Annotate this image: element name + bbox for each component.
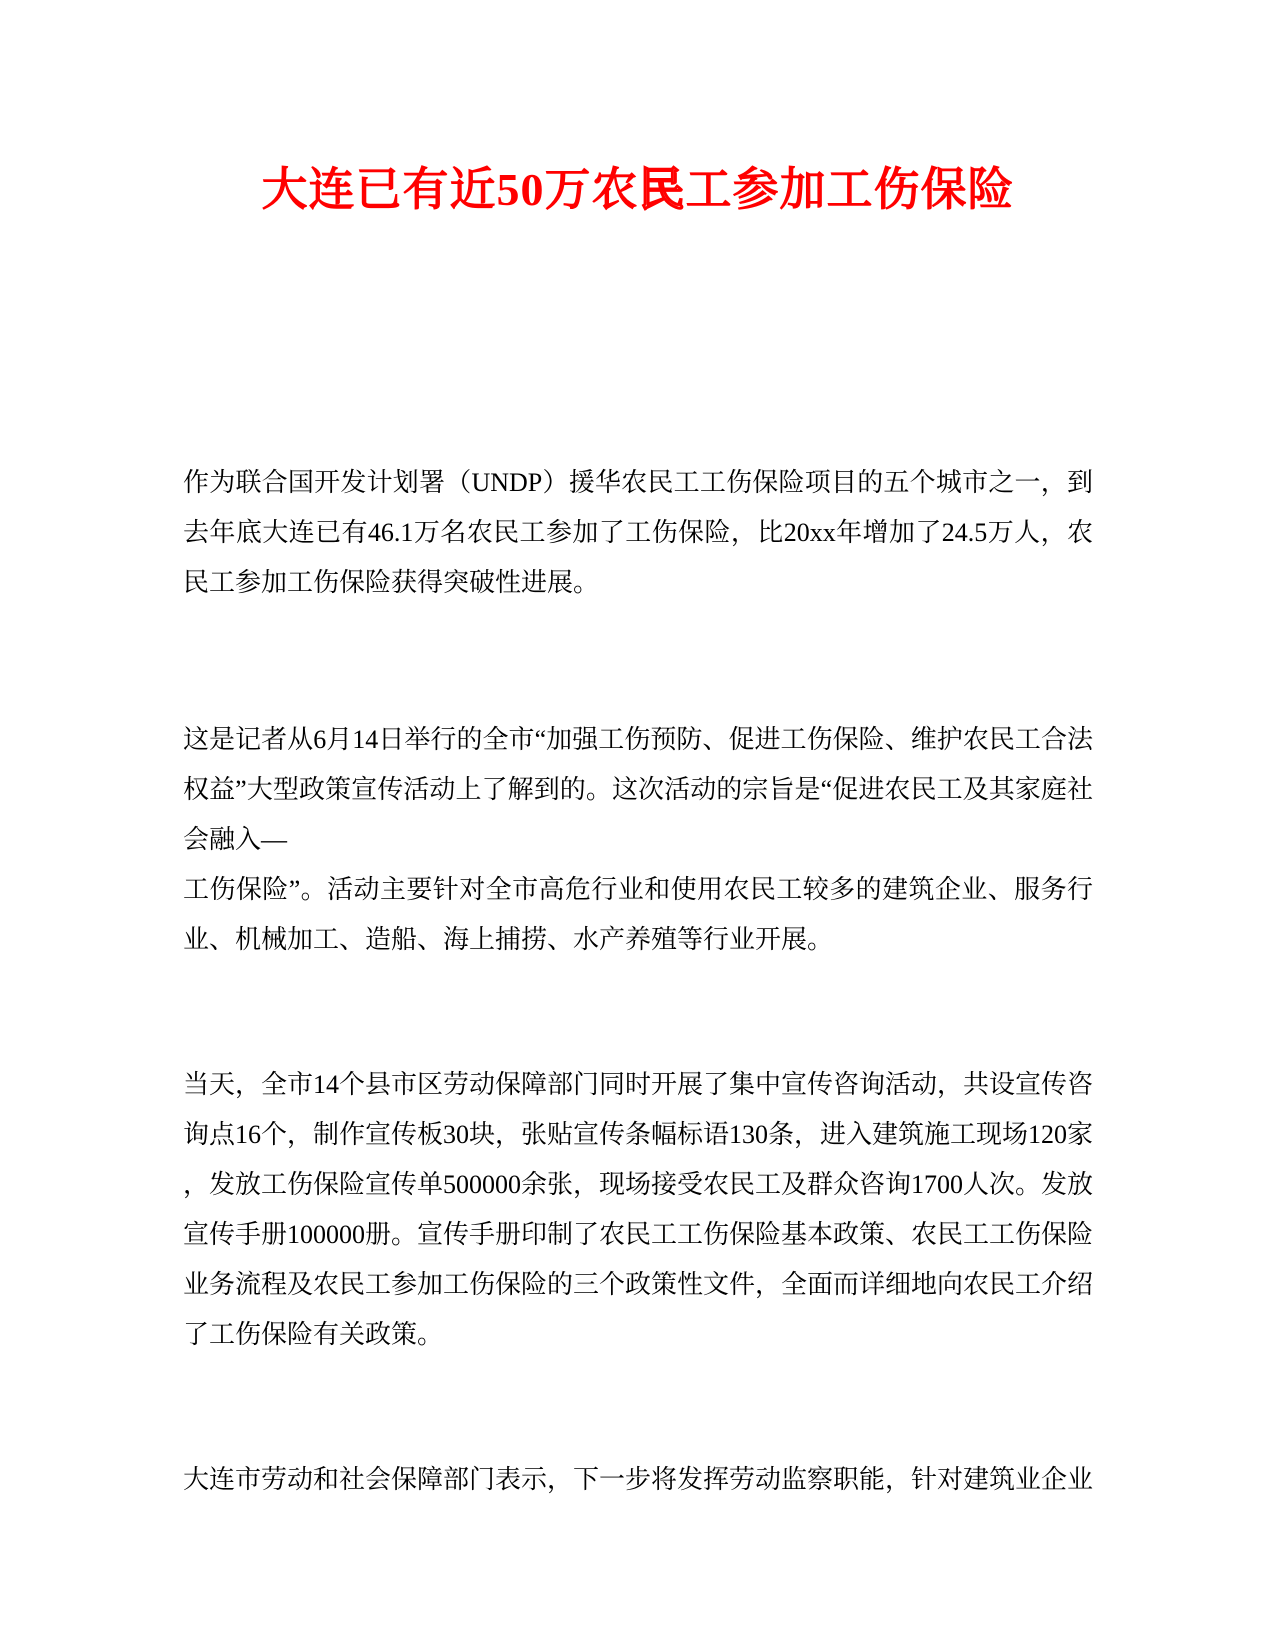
body-paragraph-statistics: 当天，全市14个县市区劳动保障部门同时开展了集中宣传咨询活动，共设宣传咨询点16个，制作宣传板30块，张贴宣传条幅标语130条，进入建筑施工现场120家，发放工伤保险宣传单500000余张，现场接受农民工及群众咨询1700人次。发放宣传手册100000册。宣传手册印制了农民工工伤保险基本政策、农民工工伤保险业务流程及农民工参加工伤保险的三个政策性文件，全面而详细地向农民工介绍了工伤保险有关政策。 (183, 1070, 1094, 1349)
page-title (183, 160, 1093, 220)
page-title-outlined-char: 民 (638, 164, 686, 215)
page-title-text-after: 工参加工伤保险 (685, 164, 1015, 215)
paragraph-line: 这是记者从6月14日举行的全市“加强工伤预防、促进工伤保险、维护农民工合法权益”大型政策宣传活动上了解到的。这次活动的宗旨是“促进农民工及其家庭社会融入— (183, 725, 1093, 854)
body-paragraph-event (183, 715, 1093, 965)
paragraph-line: 工伤保险”。活动主要针对全市高危行业和使用农民工较多的建筑企业、服务行业、机械加工、造船、海上捕捞、水产养殖等行业开展。 (183, 875, 1093, 954)
page-title-text-before: 大连已有近50万农 (261, 164, 639, 215)
body-paragraph-intro: 作为联合国开发计划署（UNDP）援华农民工工伤保险项目的五个城市之一，到去年底大连已有46.1万名农民工参加了工伤保险，比20xx年增加了24.5万人，农民工参加工伤保险获得突破性进展。 (183, 468, 1093, 597)
body-paragraph-closing: 大连市劳动和社会保障部门表示，下一步将发挥劳动监察职能，针对建筑业企业 (183, 1465, 1094, 1494)
